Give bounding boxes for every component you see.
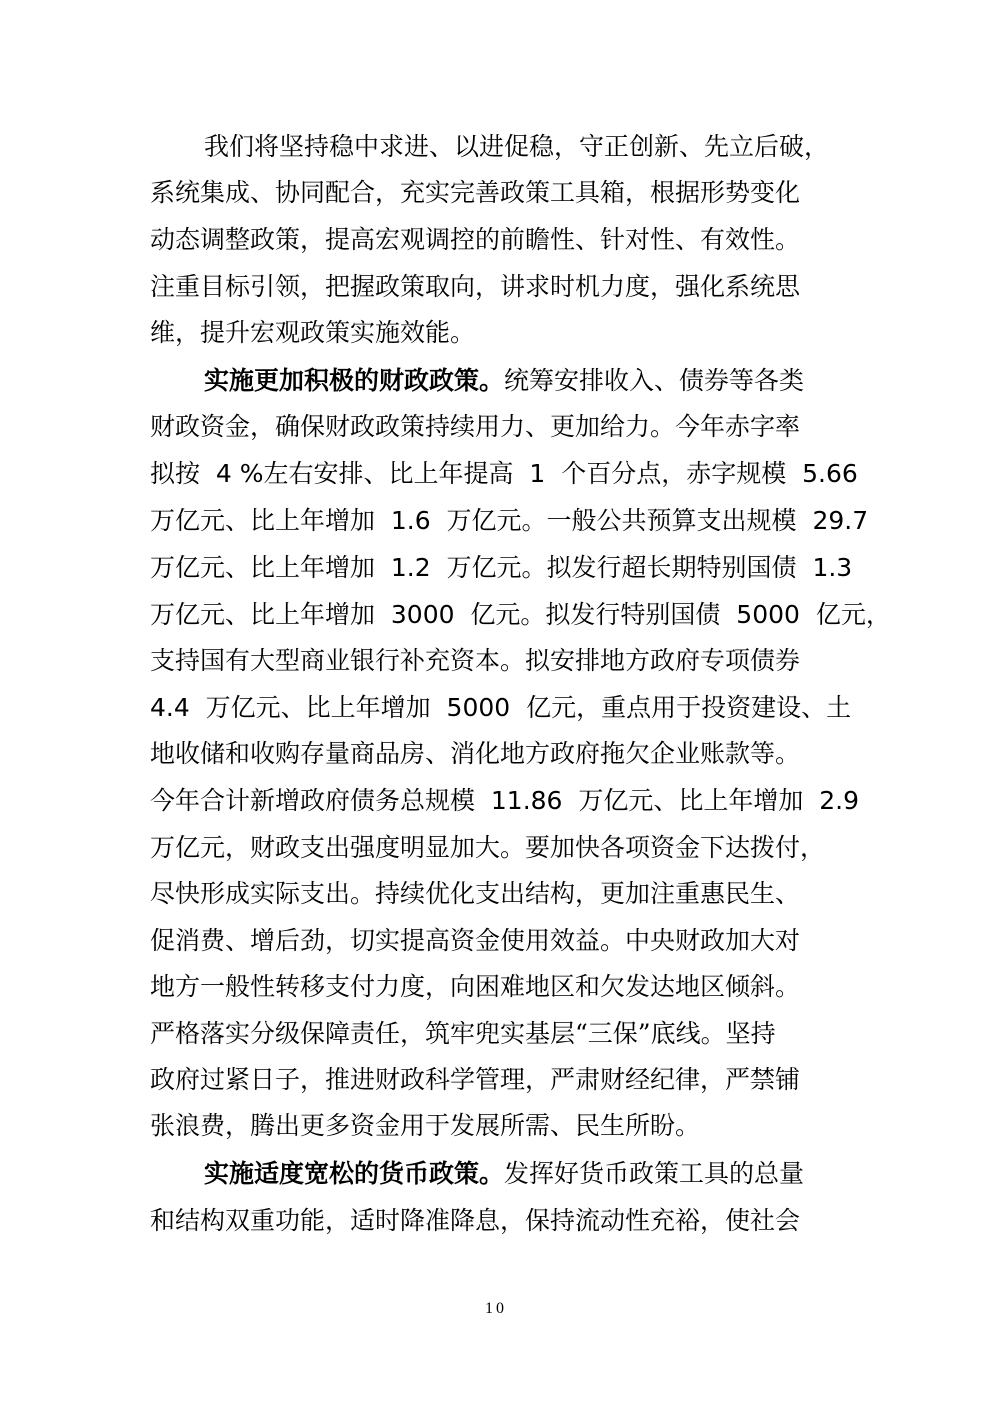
paragraph2-line-2: 财政资金，确保财政政策持续用力、更加给力。今年赤字率 xyxy=(150,412,801,441)
paragraph2-heading: 实施更加积极的财政政策。 xyxy=(204,366,505,395)
paragraph2-line-10: 今年合计新增政府债务总规模 11.86 万亿元、比上年增加 2.9 xyxy=(150,786,860,815)
paragraph2-line-14: 地方一般性转移支付力度，向困难地区和欠发达地区倾斜。 xyxy=(150,972,801,1001)
paragraph2-line-7: 支持国有大型商业银行补充资本。拟安排地方政府专项债券 xyxy=(150,646,801,675)
paragraph2-first-line xyxy=(204,366,804,396)
paragraph2-line-17: 张浪费，腾出更多资金用于发展所需、民生所盼。 xyxy=(150,1111,701,1140)
paragraph2-line-9: 地收储和收购存量商品房、消化地方政府拖欠企业账款等。 xyxy=(150,739,801,768)
paragraph2-line-4: 万亿元、比上年增加 1.6 万亿元。一般公共预算支出规模 29.7 xyxy=(150,506,869,535)
paragraph2-line-16: 政府过紧日子，推进财政科学管理，严肃财经纪律，严禁铺 xyxy=(150,1065,801,1094)
paragraph1-line-2: 系统集成、协同配合，充实完善政策工具箱，根据形势变化 xyxy=(150,178,801,207)
paragraph2-line-6: 万亿元、比上年增加 3000 亿元。拟发行特别国债 5000 亿元， xyxy=(150,600,891,629)
paragraph1-line-5: 维，提升宏观政策实施效能。 xyxy=(150,318,476,347)
page-number: 10 xyxy=(485,1300,507,1317)
paragraph3-first-line xyxy=(204,1159,804,1189)
paragraph2-line-15: 严格落实分级保障责任，筑牢兜实基层“三保”底线。坚持 xyxy=(150,1019,776,1048)
paragraph3-line-2: 和结构双重功能，适时降准降息，保持流动性充裕，使社会 xyxy=(150,1206,801,1235)
paragraph2-line-8: 4.4 万亿元、比上年增加 5000 亿元，重点用于投资建设、土 xyxy=(150,693,852,722)
paragraph3-first-line-rest: 发挥好货币政策工具的总量 xyxy=(504,1159,805,1188)
paragraph3-heading: 实施适度宽松的货币政策。 xyxy=(204,1159,505,1188)
paragraph1-line-4: 注重目标引领，把握政策取向，讲求时机力度，强化系统思 xyxy=(150,272,801,301)
paragraph2-line-12: 尽快形成实际支出。持续优化支出结构，更加注重惠民生、 xyxy=(150,879,801,908)
paragraph1-line-1: 我们将坚持稳中求进、以进促稳，守正创新、先立后破， xyxy=(204,132,830,161)
paragraph1-line-3: 动态调整政策，提高宏观调控的前瞻性、针对性、有效性。 xyxy=(150,225,801,254)
paragraph2-line-13: 促消费、增后劲，切实提高资金使用效益。中央财政加大对 xyxy=(150,926,801,955)
paragraph2-line-11: 万亿元，财政支出强度明显加大。要加快各项资金下达拨付， xyxy=(150,833,826,862)
paragraph2-line-5: 万亿元、比上年增加 1.2 万亿元。拟发行超长期特别国债 1.3 xyxy=(150,553,853,582)
paragraph2-line-3: 拟按 4 %左右安排、比上年提高 1 个百分点，赤字规模 5.66 xyxy=(150,459,858,488)
paragraph2-first-line-rest: 统筹安排收入、债券等各类 xyxy=(504,366,805,395)
